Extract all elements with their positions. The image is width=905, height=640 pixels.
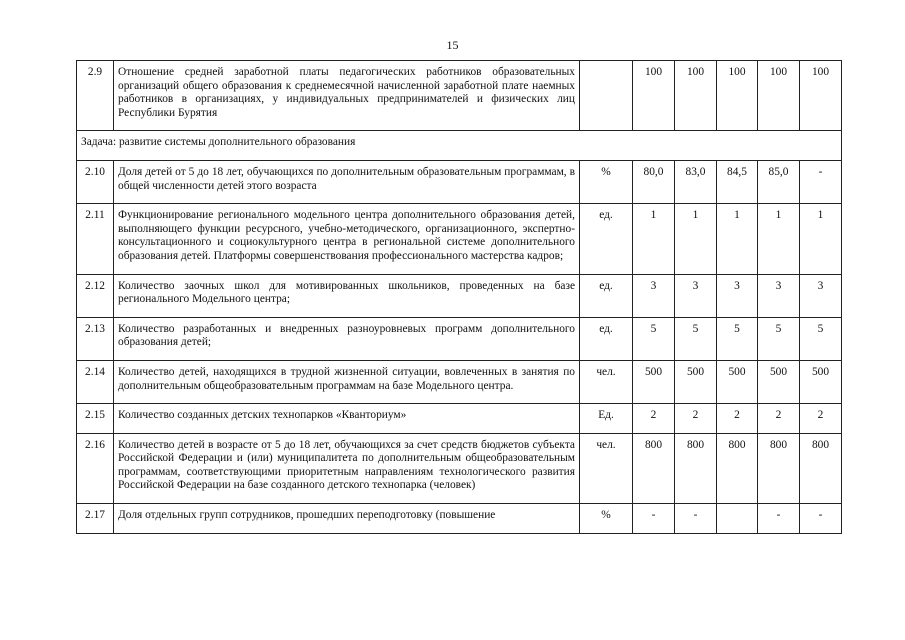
row-number: 2.13 [77, 317, 114, 360]
value-cell: 100 [758, 61, 800, 131]
value-cell: 2 [717, 404, 758, 434]
value-cell: 800 [717, 433, 758, 503]
unit-cell: % [580, 160, 633, 203]
indicator-description: Количество созданных детских технопарков «Кванториум» [114, 404, 580, 434]
unit-cell: чел. [580, 433, 633, 503]
table-row [77, 317, 842, 360]
row-number: 2.9 [77, 61, 114, 131]
value-cell: 5 [800, 317, 842, 360]
value-cell: 500 [800, 360, 842, 403]
unit-cell: % [580, 504, 633, 534]
value-cell: 2 [633, 404, 675, 434]
value-cell: 83,0 [675, 160, 717, 203]
row-number: 2.15 [77, 404, 114, 434]
value-cell: 100 [633, 61, 675, 131]
table-row [77, 404, 842, 434]
row-number: 2.11 [77, 204, 114, 274]
row-number: 2.12 [77, 274, 114, 317]
task-heading: Задача: развитие системы дополнительного образования [77, 131, 842, 161]
indicator-description: Доля детей от 5 до 18 лет, обучающихся по дополнительным образовательным программам, в общей численности детей этого возраста [114, 160, 580, 203]
value-cell: 3 [800, 274, 842, 317]
row-number: 2.14 [77, 360, 114, 403]
indicator-description: Количество разработанных и внедренных разноуровневых программ дополнительного образования детей; [114, 317, 580, 360]
page-number: 15 [446, 38, 459, 52]
value-cell [717, 504, 758, 534]
value-cell: - [758, 504, 800, 534]
indicator-description: Функционирование регионального модельного центра дополнительного образования детей, выполняющего функции ресурсного, учебно-методического, организационного, экспертно-консультационного и социокультурного центра в региональной системе дополнительного образования детей. Платформы совершенствования профессионального мастерства кадров; [114, 204, 580, 274]
value-cell: 2 [800, 404, 842, 434]
value-cell: 100 [717, 61, 758, 131]
value-cell: 80,0 [633, 160, 675, 203]
value-cell: 500 [717, 360, 758, 403]
value-cell: 5 [758, 317, 800, 360]
unit-cell: Ед. [580, 404, 633, 434]
table-row [77, 504, 842, 534]
value-cell: 5 [675, 317, 717, 360]
value-cell: - [800, 160, 842, 203]
indicator-description: Доля отдельных групп сотрудников, прошедших переподготовку (повышение [114, 504, 580, 534]
value-cell: 800 [675, 433, 717, 503]
indicator-description: Отношение средней заработной платы педагогических работников образовательных организаций общего образования к среднемесячной начисленной заработной плате наемных работников в организациях, у индивидуальных предпринимателей и физических лиц Республики Бурятия [114, 61, 580, 131]
value-cell: 85,0 [758, 160, 800, 203]
value-cell: 100 [675, 61, 717, 131]
value-cell: 3 [717, 274, 758, 317]
value-cell: 500 [675, 360, 717, 403]
value-cell: 500 [633, 360, 675, 403]
indicator-description: Количество детей, находящихся в трудной жизненной ситуации, вовлеченных в занятия по дополнительным общеобразовательным программам на базе Модельного центра. [114, 360, 580, 403]
table-row [77, 360, 842, 403]
row-number: 2.16 [77, 433, 114, 503]
value-cell: 2 [758, 404, 800, 434]
value-cell: 5 [717, 317, 758, 360]
unit-cell: ед. [580, 274, 633, 317]
table-row [77, 160, 842, 203]
value-cell: 800 [633, 433, 675, 503]
value-cell: 1 [800, 204, 842, 274]
row-number: 2.17 [77, 504, 114, 534]
unit-cell: ед. [580, 317, 633, 360]
value-cell: - [800, 504, 842, 534]
value-cell: 1 [675, 204, 717, 274]
value-cell: 3 [633, 274, 675, 317]
value-cell: 1 [717, 204, 758, 274]
value-cell: 1 [633, 204, 675, 274]
value-cell: - [633, 504, 675, 534]
table-row [77, 204, 842, 274]
value-cell: - [675, 504, 717, 534]
value-cell: 800 [800, 433, 842, 503]
row-number: 2.10 [77, 160, 114, 203]
value-cell: 3 [675, 274, 717, 317]
value-cell: 800 [758, 433, 800, 503]
table-row [77, 433, 842, 503]
value-cell: 3 [758, 274, 800, 317]
value-cell: 5 [633, 317, 675, 360]
unit-cell: ед. [580, 204, 633, 274]
unit-cell [580, 61, 633, 131]
indicator-description: Количество детей в возрасте от 5 до 18 лет, обучающихся за счет средств бюджетов субъекта Российской Федерации и (или) муниципалитета по дополнительным общеобразовательным программам, соответствующими приоритетным направлениям технологического развития Российской Федерации на базе созданного детского технопарка (человек) [114, 433, 580, 503]
value-cell: 100 [800, 61, 842, 131]
value-cell: 2 [675, 404, 717, 434]
value-cell: 500 [758, 360, 800, 403]
indicators-table [76, 60, 842, 534]
indicator-description: Количество заочных школ для мотивированных школьников, проведенных на базе регионального Модельного центра; [114, 274, 580, 317]
value-cell: 84,5 [717, 160, 758, 203]
task-row [77, 131, 842, 161]
unit-cell: чел. [580, 360, 633, 403]
value-cell: 1 [758, 204, 800, 274]
table-row [77, 274, 842, 317]
table-row [77, 61, 842, 131]
